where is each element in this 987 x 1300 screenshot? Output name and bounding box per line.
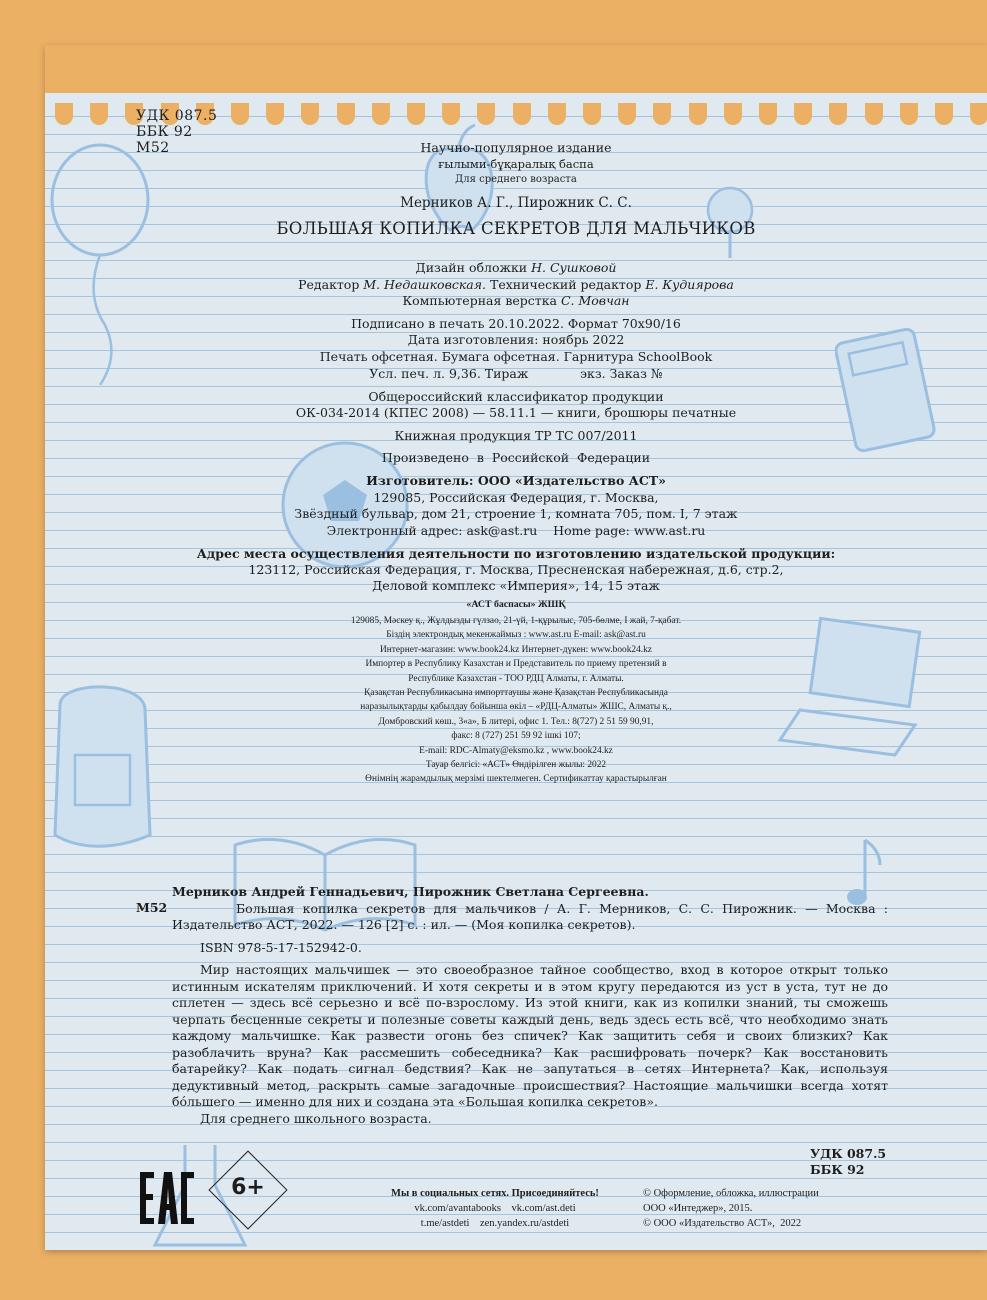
perforation-hole xyxy=(231,103,249,125)
footer-udk: УДК 087.5 xyxy=(810,1146,887,1161)
classifier-line2: ОК-034-2014 (КПЕС 2008) — 58.11.1 — книги, брошюры печатные xyxy=(295,405,737,420)
perforation-hole xyxy=(301,103,319,125)
kz-line: факс: 8 (727) 251 59 92 ішкі 107; xyxy=(451,731,581,742)
credit-editor-name: М. Недашковская. xyxy=(363,277,487,292)
perforation-hole xyxy=(618,103,636,125)
footer-udc-index xyxy=(810,1146,886,1178)
social-links xyxy=(362,1186,628,1231)
production-site-label: Адрес места осуществления деятельности по изготовлению издательской продукции: xyxy=(196,546,836,561)
production-site-addr2: Деловой комплекс «Империя», 14, 15 этаж xyxy=(372,578,660,593)
credit-design-name: Н. Сушковой xyxy=(531,260,617,275)
bbk-code: ББК 92 xyxy=(136,124,193,140)
perforation-hole xyxy=(935,103,953,125)
manufacturer-addr2: Звёздный бульвар, дом 21, строение 1, комната 705, пом. I, 7 этаж xyxy=(294,506,738,521)
perforation-hole xyxy=(865,103,883,125)
age-note: Для среднего возраста xyxy=(455,174,577,185)
print-signed: Подписано в печать 20.10.2022. Формат 70x90/16 xyxy=(351,316,681,331)
edition-type-ru: Научно-популярное издание xyxy=(420,140,612,155)
credit-design xyxy=(45,260,987,277)
print-date: Дата изготовления: ноябрь 2022 xyxy=(407,332,625,347)
perforation-hole xyxy=(653,103,671,125)
kz-line: Қазақстан Республикасына импорттаушы және Қазақстан Республикасында xyxy=(364,688,668,699)
kz-line: наразылықтарды қабылдау бойынша өкіл – «РДЦ-Алматы» ЖШС, Алматы қ., xyxy=(360,702,672,713)
annotation-biblio: Большая копилка секретов для мальчиков / А. Г. Мерников, С. С. Пирожник. — Москва : Издательство АСТ, 2022. — 126 [2] с. : ил. — (Моя копилка секретов). xyxy=(172,900,888,932)
kz-publisher-title: «АСТ баспасы» ЖШҚ xyxy=(466,599,566,610)
annotation-code: М52 xyxy=(136,900,168,915)
perforation-hole xyxy=(372,103,390,125)
kz-line: Республике Казахстан - ТОО РДЦ Алматы, г. Алматы. xyxy=(408,673,624,684)
credit-layout-label: Компьютерная верстка xyxy=(402,293,557,308)
credit-design-label: Дизайн обложки xyxy=(415,260,528,275)
footer-bbk: ББК 92 xyxy=(810,1162,865,1177)
copyright xyxy=(643,1186,893,1231)
credit-tech-label: Технический редактор xyxy=(490,277,642,292)
manufacturer-label: Изготовитель: ООО «Издательство АСТ» xyxy=(366,473,666,488)
age-rating: 6+ xyxy=(231,1175,265,1200)
annotation-description: Мир настоящих мальчишек — это своеобразное тайное сообщество, вход в которое открыт только истинным искателям приключений. И хотя секреты и в этом кругу передаются из уст в уста, тут не до сплетен — здесь всё серьезно и всё по-взрослому. Из этой книги, как из копилки знаний, ты сможешь черпать бесценные секреты и полезные советы каждый день, ведь здесь есть всё, что необходимо знать каждому мальчишке. Как развести огонь без спичек? Как защитить себя и своих близких? Как разоблачить вруна? Как рассмешить собеседника? Как расшифровать почерк? Как восстановить батарейку? Как подать сигнал бедствия? Как не запутаться в сетях Интернета? Как, используя дедуктивный метод, раскрыть самые загадочные происшествия? Настоящие мальчишки всегда хотят бóльшего — именно для них и создана эта «Большая копилка секретов». xyxy=(172,962,888,1109)
tr-ts: Книжная продукция ТР ТС 007/2011 xyxy=(394,428,638,443)
print-paper: Печать офсетная. Бумага офсетная. Гарнитура SchoolBook xyxy=(319,349,713,364)
author-mark: М52 xyxy=(136,140,170,156)
perforation-hole xyxy=(513,103,531,125)
kz-line: Импортер в Республику Казахстан и Представитель по приему претензий в xyxy=(365,659,667,670)
annotation-isbn: ISBN 978-5-17-152942-0. xyxy=(200,939,362,955)
copyright-line: © ООО «Издательство АСТ», 2022 xyxy=(643,1218,802,1229)
manufacturer-addr1: 129085, Российская Федерация, г. Москва, xyxy=(373,490,659,505)
kz-line: Біздің электрондық мекенжаймыз : www.ast.ru E-mail: ask@ast.ru xyxy=(386,630,646,641)
social-link-row[interactable]: t.me/astdeti zen.yandex.ru/astdeti xyxy=(420,1218,570,1229)
social-title: Мы в социальных сетях. Присоединяйтесь! xyxy=(391,1188,599,1199)
kz-publisher-block xyxy=(45,614,987,787)
credit-tech-name: Е. Кудиярова xyxy=(645,277,734,292)
perforation-hole xyxy=(724,103,742,125)
kz-line: E-mail: RDC-Almaty@eksmo.kz , www.book24.kz xyxy=(419,745,613,756)
credit-editor-label: Редактор xyxy=(298,277,360,292)
udk-code: УДК 087.5 xyxy=(136,108,218,124)
annotation-audience: Для среднего школьного возраста. xyxy=(200,1110,432,1126)
perforation-hole xyxy=(900,103,918,125)
eac-mark-icon xyxy=(138,1170,196,1226)
kz-line: 129085, Мәскеу қ., Жұлдызды гүлзао, 21-үй, 1-құрылыс, 705-бөлме, I жай, 7-қабат. xyxy=(350,616,682,626)
edition-type-kz: ғылыми-бұқаралық баспа xyxy=(438,157,594,171)
annotation-authors: Мерников Андрей Геннадьевич, Пирожник Светлана Сергеевна. xyxy=(172,884,649,899)
classifier-line1: Общероссийский классификатор продукции xyxy=(368,389,664,404)
copyright-line: © Оформление, обложка, иллюстрации xyxy=(643,1188,819,1199)
kz-line: Интернет-магазин: www.book24.kz Интернет-дүкен: www.book24.kz xyxy=(380,644,652,655)
perforation-hole xyxy=(829,103,847,125)
book-title: БОЛЬШАЯ КОПИЛКА СЕКРЕТОВ ДЛЯ МАЛЬЧИКОВ xyxy=(276,219,756,238)
made-in: Произведено в Российской Федерации xyxy=(381,450,651,465)
perforation-hole xyxy=(55,103,73,125)
credit-editors xyxy=(45,277,987,294)
copyright-line: ООО «Интеджер», 2015. xyxy=(643,1203,753,1214)
authors: Мерников А. Г., Пирожник С. С. xyxy=(400,195,632,211)
social-link-row[interactable]: vk.com/avantabooks vk.com/ast.deti xyxy=(414,1203,576,1214)
annotation-block xyxy=(136,884,888,1127)
kz-line: Өнімнің жарамдылық мерзімі шектелмеген. Сертификаттау қарастырылған xyxy=(365,774,667,785)
perforation-hole xyxy=(759,103,777,125)
manufacturer-contacts: Электронный адрес: ask@ast.ru Home page: www.ast.ru xyxy=(326,523,706,538)
perforation-hole xyxy=(583,103,601,125)
perforation-hole xyxy=(689,103,707,125)
print-volume: Усл. печ. л. 9,36. Тираж экз. Заказ № xyxy=(369,366,663,381)
perforation-hole xyxy=(794,103,812,125)
credit-layout xyxy=(45,293,987,310)
perforation-hole xyxy=(90,103,108,125)
perforation-hole xyxy=(337,103,355,125)
perforation-hole xyxy=(548,103,566,125)
perforation-hole xyxy=(970,103,987,125)
perforation-hole xyxy=(266,103,284,125)
kz-line: Тауар белгісі: «АСТ» Өндірілген жылы: 2022 xyxy=(425,760,607,771)
production-site-addr1: 123112, Российская Федерация, г. Москва, Пресненская набережная, д.6, стр.2, xyxy=(248,562,784,577)
credit-layout-name: С. Мовчан xyxy=(560,293,630,308)
kz-line: Домбровский көш., 3«а», Б литері, офис 1. Тел.: 8(727) 2 51 59 90,91, xyxy=(378,716,654,727)
